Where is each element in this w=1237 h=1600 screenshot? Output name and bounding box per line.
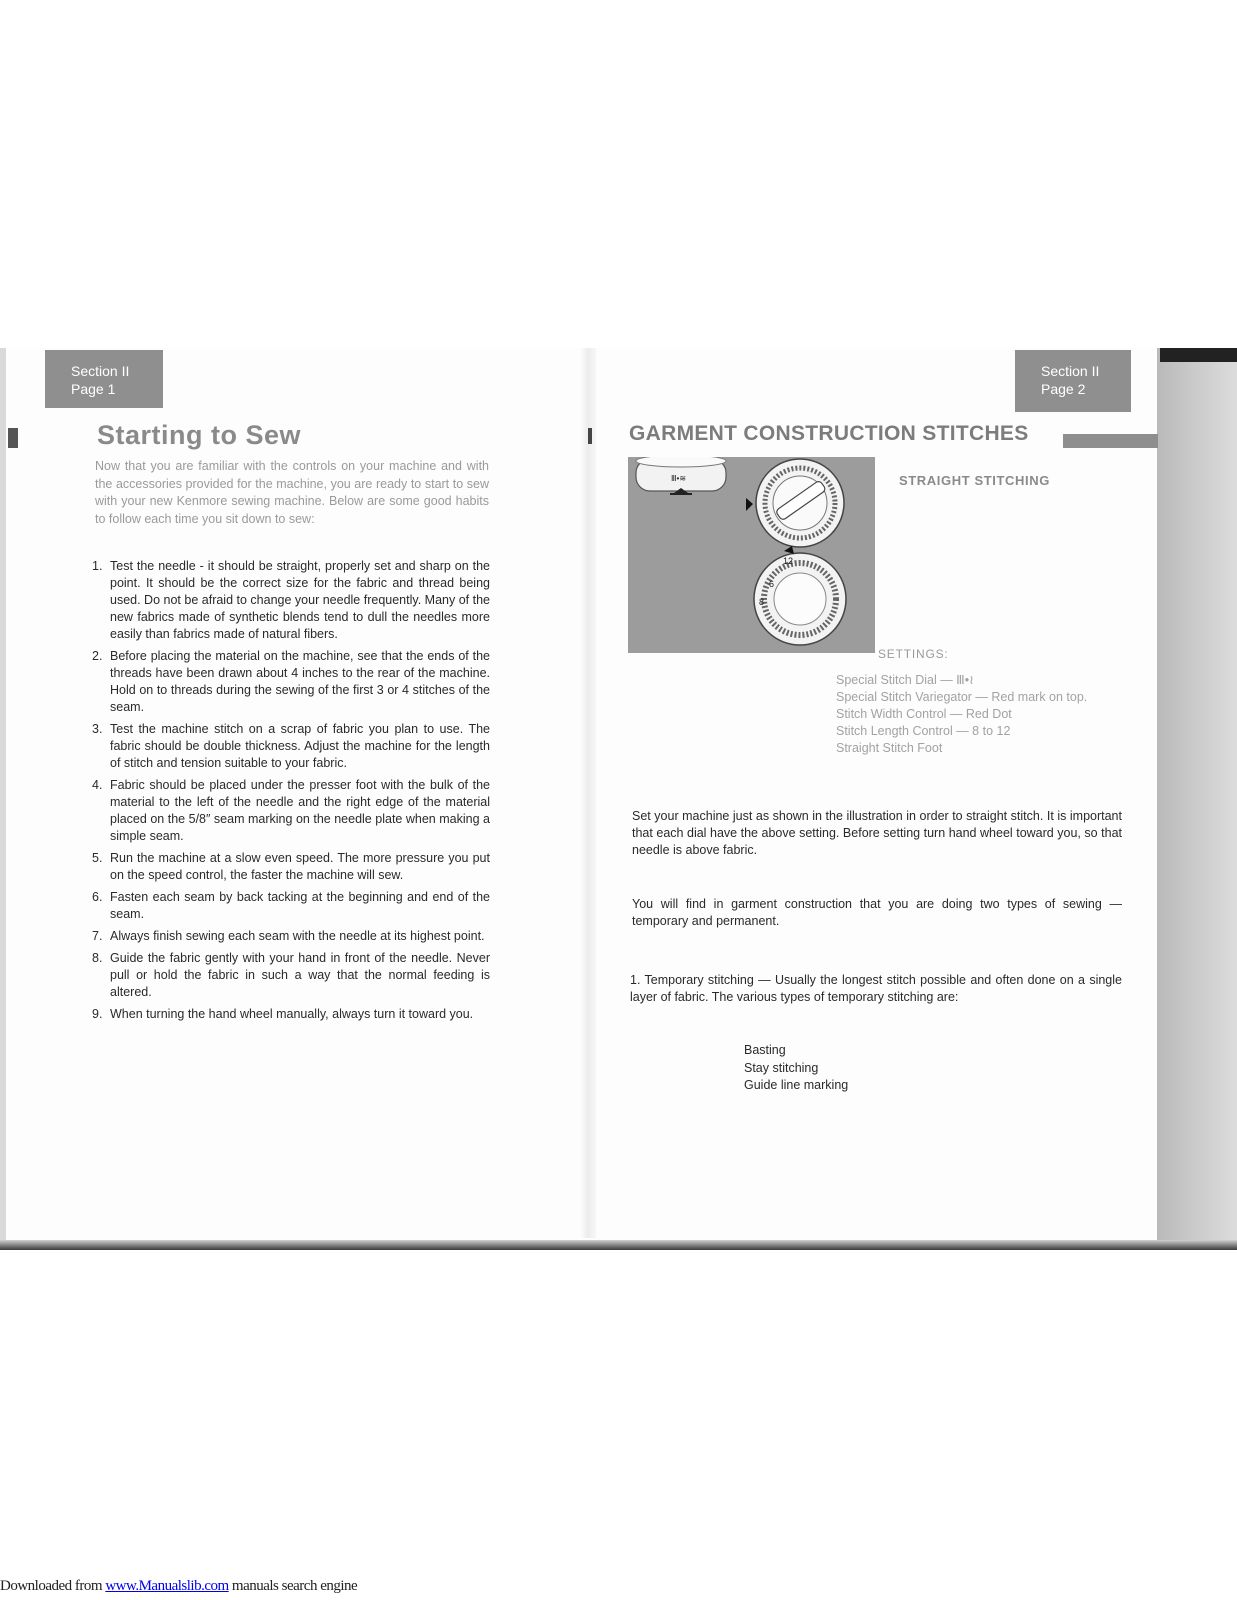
list-item: [92, 928, 490, 945]
item-text: Guide the fabric gently with your hand in front of the needle. Never pull or hold the fabric in such a way that the normal feeding is altered.: [110, 951, 490, 999]
item-number: 5.: [92, 851, 103, 865]
list-item: [92, 850, 490, 884]
item-text: Test the needle - it should be straight, properly set and sharp on the point. It should be the correct size for the fabric and thread being used. Do not be afraid to change your needle frequently. Many of the new fabrics made of synthetic blends tend to dull the needles more easily than fabrics made of natural fibers.: [110, 559, 490, 641]
list-item: [92, 1006, 490, 1023]
svg-text:6: 6: [769, 579, 775, 589]
section-label: Section II: [1041, 363, 1100, 379]
setup-paragraph: Set your machine just as shown in the illustration in order to straight stitch. It is important that each dial have the above setting. Before setting turn hand wheel toward you, so that needle is above fabric.: [632, 809, 1122, 857]
item-text: Fabric should be placed under the presser foot with the bulk of the material to the left of the needle and the right edge of the material placed on the 5/8″ seam marking on the needle plate when making a simple seam.: [110, 778, 490, 843]
dial-illustration: [628, 457, 875, 653]
setting-item: Stitch Width Control — Red Dot: [836, 707, 1012, 721]
right-edge-shadow: [1160, 348, 1237, 362]
svg-text:12: 12: [783, 556, 794, 566]
item-number: 8.: [92, 951, 103, 965]
dial-illustration-svg: [628, 457, 875, 653]
setting-item: Straight Stitch Foot: [836, 741, 943, 755]
title-rule-bar: [1063, 434, 1158, 448]
setting-item: Special Stitch Variegator — Red mark on top.: [836, 690, 1088, 704]
svg-text:Ⅲ•≋: Ⅲ•≋: [671, 474, 687, 483]
book-gutter: [580, 348, 596, 1238]
footer-suffix: manuals search engine: [228, 1578, 358, 1594]
list-item: [92, 777, 490, 845]
item-text: Always finish sewing each seam with the needle at its highest point.: [110, 929, 485, 943]
special-stitch-dial: [636, 457, 726, 495]
footer-prefix: Downloaded from: [0, 1578, 106, 1594]
page-title: Starting to Sew: [97, 420, 302, 450]
item-text: Before placing the material on the machine, see that the ends of the threads have been drawn about 4 inches to the rear of the machine. Hold on to threads during the sewing of the first 3 or 4 stitches of the seam.: [110, 649, 490, 714]
page-label: Page 1: [71, 381, 116, 397]
section-title: GARMENT CONSTRUCTION STITCHES: [629, 422, 1029, 445]
item-number: 3.: [92, 722, 103, 736]
page-label: Page 2: [1041, 381, 1086, 397]
settings-list: [836, 672, 1087, 757]
setting-item: Special Stitch Dial — Ⅲ•≀: [836, 673, 974, 687]
item-number: 7.: [92, 929, 103, 943]
scan-bottom-edge: [0, 1240, 1237, 1250]
item-text: When turning the hand wheel manually, always turn it toward you.: [110, 1007, 474, 1021]
item-number: 2.: [92, 649, 103, 663]
item-number: 4.: [92, 778, 103, 792]
section-tab-left: [45, 350, 163, 408]
subsection-title: STRAIGHT STITCHING: [899, 473, 1050, 488]
item-number: 9.: [92, 1007, 103, 1021]
item-number: 6.: [92, 890, 103, 904]
list-item: [92, 721, 490, 772]
setting-item: Stitch Length Control — 8 to 12: [836, 724, 1011, 738]
temporary-types-list: [744, 1042, 848, 1095]
list-item: Basting: [744, 1043, 786, 1057]
svg-text:8: 8: [759, 597, 765, 607]
settings-label: SETTINGS:: [878, 647, 949, 661]
left-page-edge: [0, 348, 6, 1248]
item-number: 1.: [92, 559, 103, 573]
list-item: [92, 558, 490, 643]
list-item: [92, 889, 490, 923]
section-tab-right: [1015, 350, 1131, 412]
manualslib-link[interactable]: www.Manualslib.com: [105, 1578, 229, 1594]
habits-list: [92, 558, 490, 1028]
sewing-types-paragraph: You will find in garment construction that you are doing two types of sewing — temporary and permanent.: [632, 897, 1122, 928]
gutter-mark: [588, 428, 592, 444]
left-edge-mark: [8, 428, 18, 448]
section-label: Section II: [71, 363, 130, 379]
list-item: [92, 950, 490, 1001]
download-footer: [0, 1578, 357, 1595]
intro-paragraph: Now that you are familiar with the controls on your machine and with the accessories provided for the machine, you are ready to start to sew with your new Kenmore sewing machine. Below are some good habits to follow each time you sit down to sew:: [95, 459, 489, 526]
list-item: Guide line marking: [744, 1078, 849, 1092]
item-text: Run the machine at a slow even speed. The more pressure you put on the speed control, the faster the machine will sew.: [110, 851, 490, 882]
right-page-edge: [1157, 348, 1237, 1250]
item-text: Test the machine stitch on a scrap of fabric you plan to use. The fabric should be double thickness. Adjust the machine for the length of stitch and tension suitable to your fabric.: [110, 722, 490, 770]
item-text: Fasten each seam by back tacking at the beginning and end of the seam.: [110, 890, 490, 921]
list-item: Stay stitching: [744, 1060, 819, 1075]
temporary-stitching-item: 1. Temporary stitching — Usually the longest stitch possible and often done on a single layer of fabric. The various types of temporary stitching are:: [630, 973, 1122, 1004]
list-item: [92, 648, 490, 716]
